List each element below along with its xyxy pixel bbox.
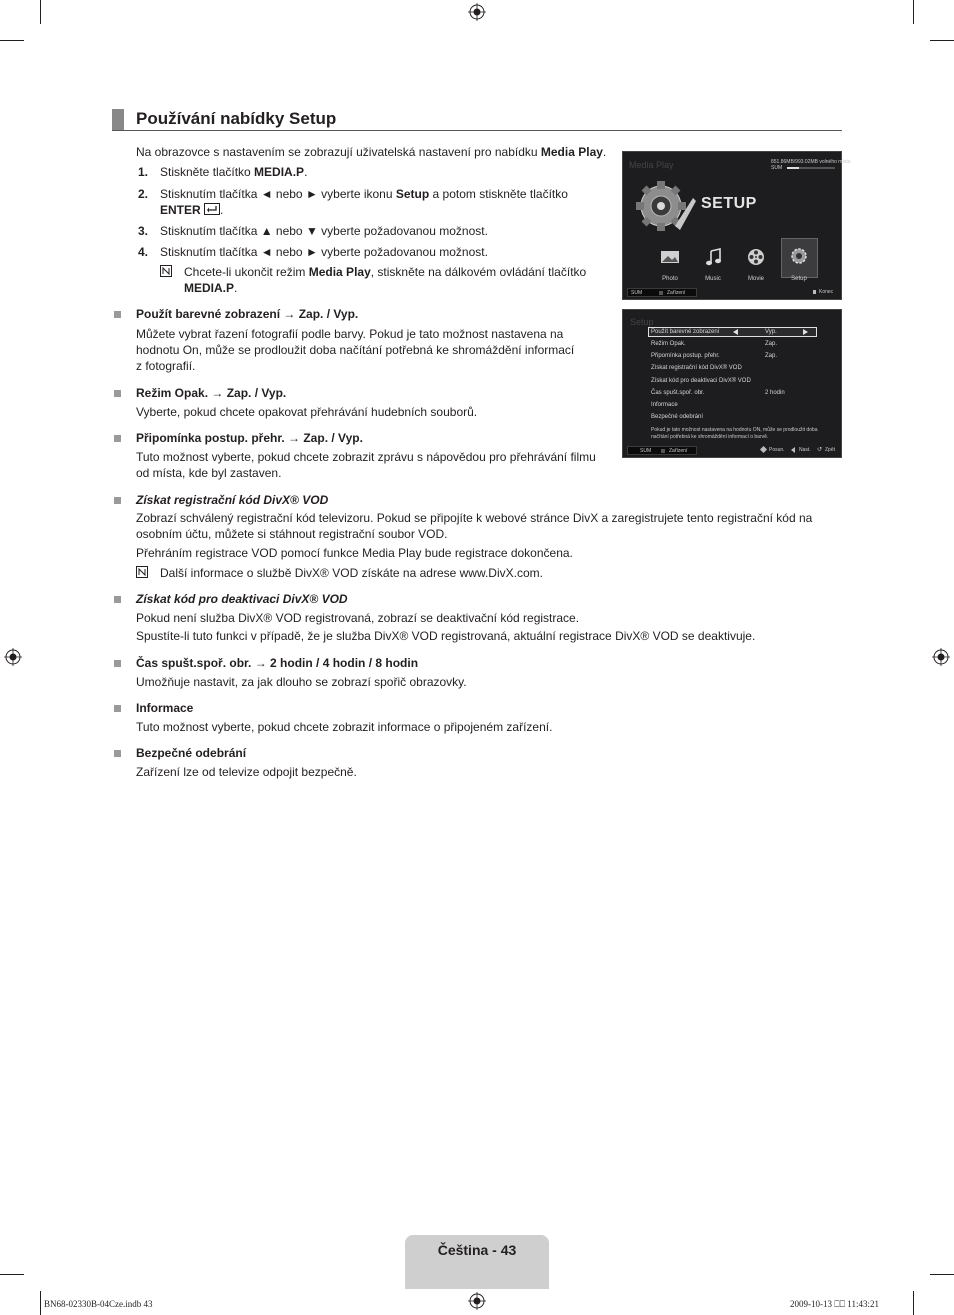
setup-gear-icon [635,178,697,236]
note-bold: Media Play [308,265,371,279]
item-heading: Informace [136,701,194,715]
step-bold: ENTER [160,203,201,217]
menu-item-value: Vyp. [765,329,777,335]
note-text-part: Chcete-li ukončit režim [184,265,309,279]
step-note-line2 [184,280,237,296]
bar-label-sum: SUM [631,290,643,296]
item-text: Tuto možnost vyberte, pokud chcete zobrazit informace o připojeném zařízení. [136,720,553,734]
move-arrows-icon [760,446,767,453]
screen-header: Media Play [629,160,674,170]
step-bold: Setup [395,187,430,201]
menu-item-label[interactable]: Připomínka postup. přehr. [651,353,720,359]
item-heading: Čas spušt.spoř. obr. → 2 hodin / 4 hodin / 8 hodin [136,656,419,670]
menu-item-label[interactable]: Bezpečné odebrání [651,414,704,420]
step-text-part: a potom stiskněte tlačítko [429,187,568,201]
item-text: hodnotu On, může se prodloužit doba načítání potřebná ke shromáždění informací [136,343,575,357]
intro-paragraph [136,144,606,160]
menu-item-label[interactable]: Režim Opak. [651,341,686,347]
return-icon: ↺ [817,447,823,453]
exit-hint[interactable]: Konec [819,289,834,295]
screen-header: Setup [630,317,654,327]
step-number: 4. [138,245,149,259]
crop-mark [913,1291,914,1315]
bullet-square [114,435,121,442]
item-text: Zobrazí schválený registrační kód televizoru. Pokud se připojíte k webové stránce DivX a zaregistrujete tento registrační kód na [136,511,813,525]
page-title: Používání nabídky Setup [136,109,337,128]
step-note-text [184,264,586,280]
menu-item-label[interactable]: Získat kód pro deaktivaci DivX® VOD [651,378,751,384]
item-heading: Režim Opak. → Zap. / Vyp. [136,386,287,400]
item-text: z fotografií. [136,359,196,373]
item-heading: Použít barevné zobrazení → Zap. / Vyp. [136,307,359,321]
item-heading: Získat kód pro deaktivaci DivX® VOD [136,592,348,606]
hint-back: Zpět [825,447,836,453]
storage-bar [787,167,835,169]
step-text [160,186,568,202]
bullet-square [114,596,121,603]
step-text-part: Stiskněte tlačítko [160,165,255,179]
bullet-square [114,705,121,712]
registration-mark-icon [468,1292,486,1310]
exit-icon [813,290,816,294]
step-text [160,164,307,180]
step-bold: MEDIA.P [254,165,305,179]
item-text: Umožňuje nastavit, za jak dlouho se zobrazí spořič obrazovky. [136,675,467,689]
item-heading: Získat registrační kód DivX® VOD [136,493,329,507]
item-text: Zařízení lze od televize odpojit bezpečně. [136,765,357,779]
bullet-square [114,497,121,504]
item-text: Vyberte, pokud chcete opakovat přehrávání hudebních souborů. [136,405,478,419]
intro-post: . [602,145,607,159]
music-icon[interactable] [705,248,723,266]
step-number: 3. [138,224,149,238]
icon-label-music: Music [705,276,721,282]
crop-mark [40,1291,41,1315]
bar-label-device: Zařízení [669,448,688,454]
item-heading: Bezpečné odebrání [136,746,247,760]
setup-menu-screen [622,309,842,458]
setup-label: SETUP [701,195,757,212]
crop-mark [930,1274,954,1275]
item-text: osobním účtu, můžete si stáhnout registrační soubor VOD. [136,527,448,541]
movie-reel-icon[interactable] [747,248,765,266]
bar-label-sum: SUM [640,448,652,454]
crop-mark [930,40,954,41]
menu-item-label[interactable]: Čas spušt.spoř. obr. [651,390,705,396]
title-divider [112,130,842,131]
step-number: 2. [138,187,149,201]
registration-mark-icon [4,648,22,666]
icon-label-photo: Photo [662,276,678,282]
crop-mark [40,0,41,24]
item-heading: Připomínka postup. přehr. → Zap. / Vyp. [136,431,363,445]
title-accent-bar [112,109,124,130]
step-number: 1. [138,165,149,179]
step-text-part: . [304,165,308,179]
step-text: Stisknutím tlačítka ▲ nebo ▼ vyberte požadovanou možnost. [160,224,488,238]
page-number-label: Čeština - 43 [437,1242,517,1258]
item-text: Tuto možnost vyberte, pokud chcete zobrazit zprávu s nápovědou pro přehrávání filmu [136,450,596,464]
file-info: BN68-02330B-04Cze.indb 43 [44,1299,153,1309]
device-label: SUM [771,165,783,171]
note-text-part: , stiskněte na dálkovém ovládání tlačítko [370,265,587,279]
adjust-arrows-icon [791,447,795,453]
device-dot-icon [661,449,665,453]
bullet-square [114,390,121,397]
intro-bold: Media Play [540,145,603,159]
bullet-square [114,750,121,757]
item-text: Spustíte-li tuto funkci v případě, že je služba DivX® VOD registrovaná, aktuální registrace DivX® VOD se deaktivuje. [136,629,756,643]
step-text-part: Stisknutím tlačítka ◄ nebo ► vyberte ikonu [160,187,396,201]
arrow-left-icon[interactable] [733,329,738,335]
help-text-line: Pokud je tato možnost nastavena na hodnotu ON, může se prodloužit doba [651,427,818,433]
menu-item-label[interactable]: Získat registrační kód DivX® VOD [651,365,742,371]
crop-mark [0,1274,24,1275]
hint-move: Posun. [769,447,785,453]
help-text-line: načítání potřebná ke shromáždění informací o barvě. [651,434,769,440]
crop-mark [0,40,24,41]
note-text-part: . [234,281,238,295]
storage-text: 851.86MB/993.02MB volného místa [771,159,851,165]
bar-label-device: Zařízení [667,290,686,296]
photo-icon[interactable] [660,249,680,265]
menu-item-label[interactable]: Informace [651,402,678,408]
item-text: Můžete vybrat řazení fotografií podle barvy. Pokud je tato možnost nastavena na [136,327,564,341]
step-text-line2 [160,202,223,218]
note-bold: MEDIA.P [184,281,235,295]
menu-item-label[interactable]: Použít barevné zobrazení [651,329,720,335]
media-play-screen [622,151,851,300]
item-text: od místa, kde byl zastaven. [136,466,282,480]
arrow-right-icon[interactable] [803,329,808,335]
note-icon [160,265,172,277]
bullet-square [114,311,121,318]
item-text: Přehráním registrace VOD pomocí funkce Media Play bude registrace dokončena. [136,546,573,560]
print-timestamp: 2009-10-13 ⎕⎕ 11:43:21 [790,1299,879,1309]
registration-mark-icon [468,3,486,21]
menu-item-value: 2 hodin [765,390,785,396]
step-text: Stisknutím tlačítka ◄ nebo ► vyberte požadovanou možnost. [160,245,488,259]
note-icon [136,566,148,578]
item-note-text: Další informace o službě DivX® VOD získáte na adrese www.DivX.com. [160,566,543,580]
icon-label-setup: Setup [791,276,807,282]
hint-adjust: Nast. [799,447,811,453]
item-text: Pokud není služba DivX® VOD registrovaná, zobrazí se deaktivační kód registrace. [136,611,580,625]
enter-icon [204,203,220,215]
crop-mark [913,0,914,24]
registration-mark-icon [932,648,950,666]
device-dot-icon [659,291,663,295]
step-text-part: . [220,203,224,217]
icon-label-movie: Movie [747,276,764,282]
bullet-square [114,660,121,667]
menu-item-value: Zap. [765,353,778,359]
intro-text: Na obrazovce s nastavením se zobrazují uživatelská nastavení pro nabídku [136,145,541,159]
setup-gear-small-icon [789,246,809,266]
menu-item-value: Zap. [765,341,778,347]
